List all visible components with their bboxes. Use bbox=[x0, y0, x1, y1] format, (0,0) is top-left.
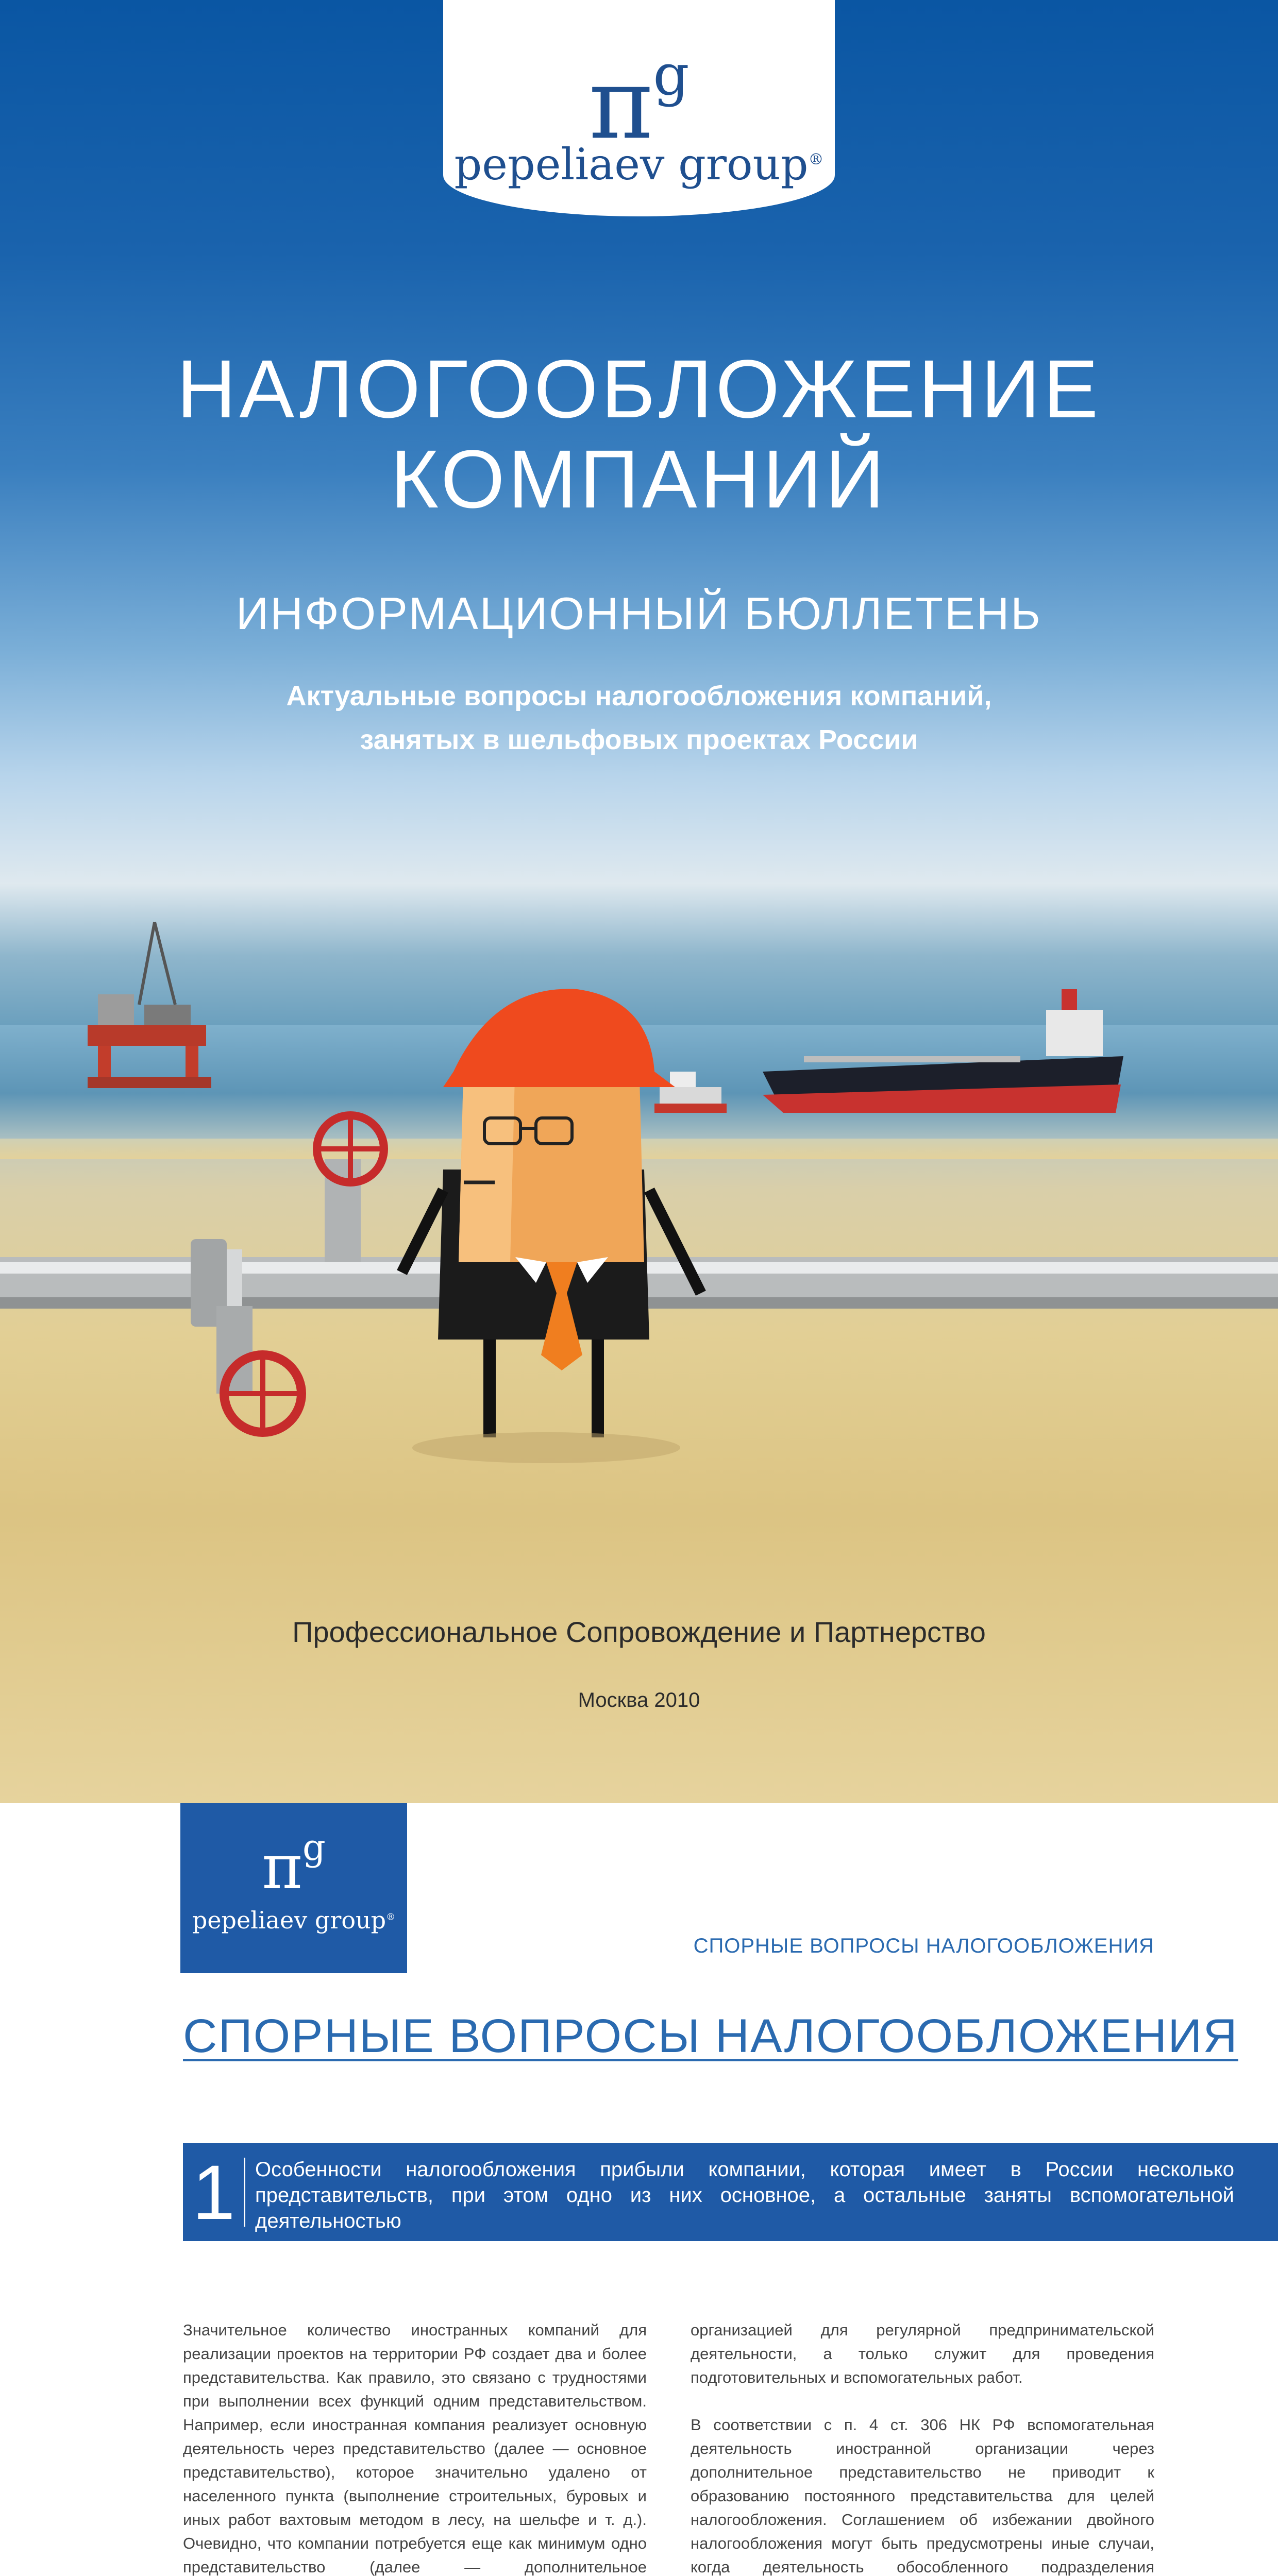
cover-tagline-line-1: Актуальные вопросы налогообложения компаний, bbox=[286, 681, 992, 711]
cover-logo bbox=[443, 0, 835, 216]
cover-motto: Профессиональное Сопровождение и Партнерство bbox=[292, 1616, 986, 1648]
logo-registered: ® bbox=[386, 1911, 396, 1923]
tanker-ship-icon bbox=[763, 989, 1123, 1113]
logo-name: pepeliaev group bbox=[454, 139, 809, 190]
cover-city-year: Москва 2010 bbox=[578, 1689, 700, 1711]
paragraph: Значительное количество иностранных компаний для реализации проектов на территории РФ создает два и более представительства. Как правило, это связано с трудностями при выполнении всех функций одним представительством. Например, если иностранная компания реализует основную деятельность через представительство (далее — основное представительство), которое значительно удалено от населенного пункта (выполнение строительных, буровых и иных работ вахтовым методом в лесу, на шельфе и т. д.). Очевидно, что компании потребуется еще как минимум одно представительство (далее — дополнительное bbox=[183, 2321, 647, 2576]
question-text: Особенности налогообложения прибыли компании, которая имеет в России несколько представительств, при этом одно из них основное, а остальные заняты вспомогательной деятельностью bbox=[255, 2158, 1234, 2232]
section-title: СПОРНЫЕ ВОПРОСЫ НАЛОГООБЛОЖЕНИЯ bbox=[183, 2010, 1238, 2062]
logo-registered: ® bbox=[808, 150, 824, 168]
paragraph: организацией для регулярной предпринимательской деятельности, а только служит для проведения подготовительных и вспомогательных работ. bbox=[691, 2321, 1154, 2386]
logo-superscript: g bbox=[302, 1826, 326, 1869]
logo-name: pepeliaev group bbox=[192, 1906, 386, 1934]
cover-title-line-1: НАЛОГООБЛОЖЕНИЕ bbox=[176, 343, 1102, 435]
right-column bbox=[691, 2318, 1154, 2576]
question-divider bbox=[244, 2158, 245, 2227]
cover-tagline-line-2: занятых в шельфовых проектах России bbox=[360, 724, 918, 755]
running-header: СПОРНЫЕ ВОПРОСЫ НАЛОГООБЛОЖЕНИЯ bbox=[693, 1935, 1154, 1957]
left-column bbox=[183, 2318, 647, 2576]
cover-title-line-2: КОМПАНИЙ bbox=[390, 433, 888, 525]
logo-superscript: g bbox=[653, 42, 690, 108]
logo-symbol: π bbox=[262, 1832, 303, 1903]
question-box bbox=[183, 2143, 1278, 2241]
cover-subtitle: ИНФОРМАЦИОННЫЙ БЮЛЛЕТЕНЬ bbox=[236, 588, 1042, 639]
question-number: 1 bbox=[192, 2149, 236, 2235]
logo-symbol: π bbox=[588, 47, 653, 161]
oil-platform-icon bbox=[88, 922, 211, 1088]
paragraph: В соответствии с п. 4 ст. 306 НК РФ вспомогательная деятельность иностранной организации через дополнительное представительство не приводит к образованию постоянного представительства для целей налогообложения. Соглашением об избежании двойного налогообложения могут быть предусмотрены иные случаи, когда деятельность обособленного подразделения bbox=[691, 2416, 1154, 2576]
small-vessel-icon bbox=[654, 1072, 727, 1113]
cover-illustration bbox=[0, 902, 1278, 1494]
page-logo bbox=[180, 1803, 407, 1973]
character-icon bbox=[402, 989, 701, 1463]
